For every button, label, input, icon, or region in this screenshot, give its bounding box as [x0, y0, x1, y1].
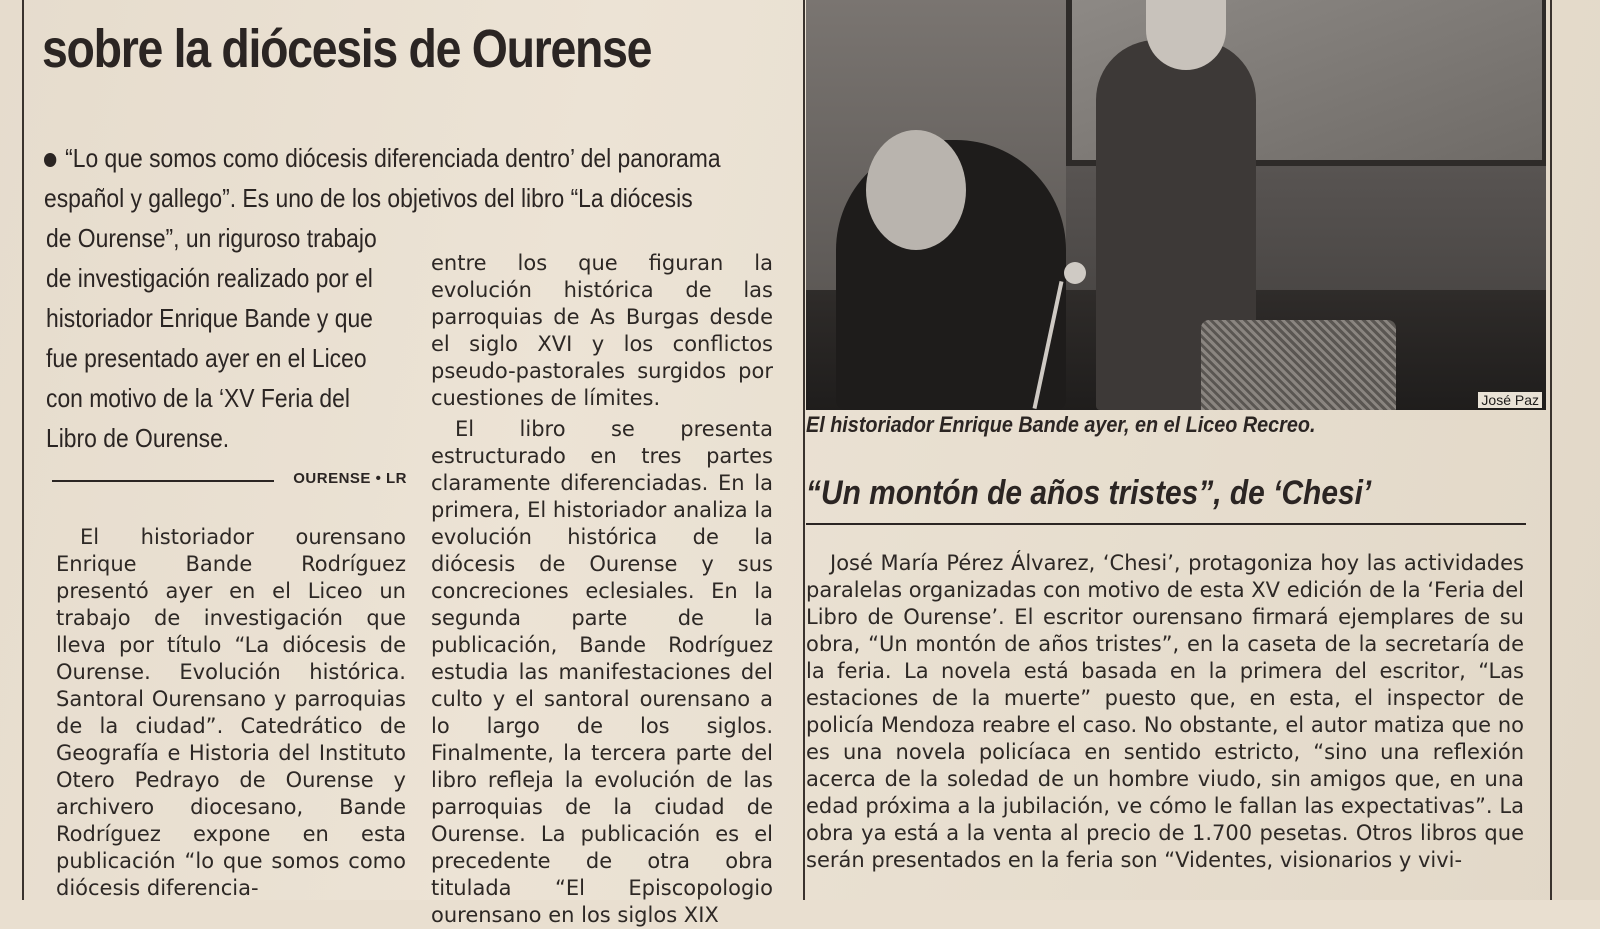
byline: OURENSE • LR — [293, 470, 407, 487]
bullet-icon — [44, 153, 56, 167]
photo-caption: El historiador Enrique Bande ayer, en el Liceo Recreo. — [806, 412, 1316, 437]
column-rule-left — [22, 0, 24, 900]
article-lead — [44, 138, 789, 218]
byline-row — [52, 470, 407, 492]
byline-rule — [52, 480, 274, 482]
microphone-icon — [1064, 262, 1086, 284]
lead-line-2: español y gallego”. Es uno de los objetivos del libro “La diócesis — [44, 183, 693, 213]
photo-seated-man-head — [866, 130, 966, 250]
side-article-body — [806, 550, 1524, 874]
body-column-2 — [431, 250, 773, 929]
body-paragraph: El libro se presenta estructurado en tres partes claramente diferenciadas. En la primera, El historiador analiza la evolución histórica de la diócesis de Ourense y sus concreciones eclesiales. En la segunda parte de la publicación, Bande Rodríguez estudia las manifestaciones del culto y el santoral ourensano a lo largo de los siglos. Finalmente, la tercera parte del libro refleja la evolución de las parroquias de la ciudad de Ourense. La publicación es el precedente de otra obra titulada “El Episcopologio ourensano en los siglos XIX — [431, 417, 773, 927]
side-article-rule — [806, 523, 1526, 525]
column-rule-right — [1550, 0, 1552, 900]
photo-credit: José Paz — [1478, 392, 1542, 408]
body-paragraph: El historiador ourensano Enrique Bande Rodríguez presentó ayer en el Liceo un trabajo de investigación que lleva por título “La diócesis de Ourense. Evolución histórica. Santoral Ourensano y parroquias de la ciudad”. Catedrático de Geografía e Historia del Instituto Otero Pedrayo de Ourense y archivero diocesano, Bande Rodríguez expone en esta publicación “lo que somos como diócesis diferencia- — [56, 525, 406, 900]
body-paragraph: entre los que figuran la evolución histórica de las parroquias de As Burgas desde el siglo XVI y los conflictos pseudo-pastorales surgidos por cuestiones de límites. — [431, 251, 773, 410]
photo-chair — [1201, 320, 1396, 410]
lead-continuation: de Ourense”, un riguroso trabajo de investigación realizado por el historiador Enrique Bande y que fue presentado ayer en el Liceo con motivo de la ‘XV Feria del Libro de Ourense. — [46, 223, 377, 453]
column-rule-center — [803, 0, 805, 900]
side-article-headline: “Un montón de años tristes”, de ‘Chesi’ — [806, 474, 1372, 512]
body-column-1 — [56, 524, 406, 902]
lead-line-1: “Lo que somos como diócesis diferenciada dentro’ del panorama — [44, 138, 700, 178]
body-paragraph: José María Pérez Álvarez, ‘Chesi’, protagoniza hoy las actividades paralelas organizadas con motivo de esta XV edición de la ‘Feria del Libro de Ourense’. El escritor ourensano firmará ejemplares de su obra, “Un montón de años tristes”, en la caseta de la secretaría de la feria. La novela está basada en la primera del escritor, “Las estaciones de la muerte” puesto que, en esta, el inspector de policía Mendoza reabre el caso. No obstante, el autor matiza que no es una novela policíaca en sentido estricto, “sino una reflexión acerca de la soledad de un hombre viudo, sin amigos que, en una edad próxima a la jubilación, ve cómo le fallan las expectativas”. La obra ya está a la venta al precio de 1.700 pesetas. Otros libros que serán presentados en la feria son “Videntes, visionarios y vivi- — [806, 551, 1524, 872]
article-headline: sobre la diócesis de Ourense — [42, 19, 652, 79]
news-photo — [806, 0, 1546, 410]
